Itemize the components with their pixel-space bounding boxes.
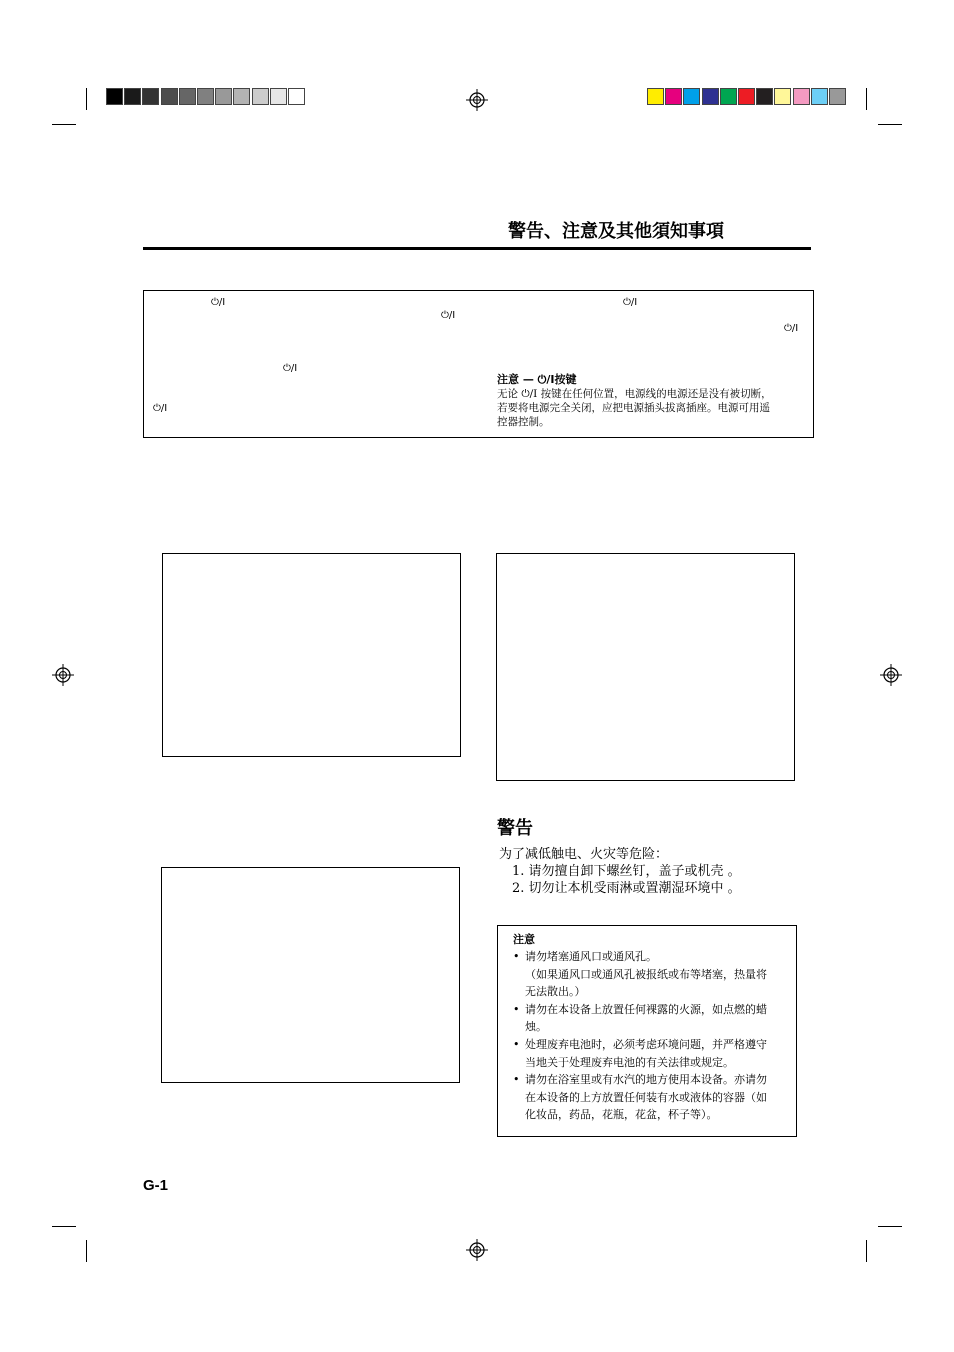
crop-mark — [86, 1240, 87, 1262]
crop-mark — [866, 1240, 867, 1262]
label-frame — [161, 867, 460, 1083]
gray-swatch — [215, 88, 232, 105]
crop-mark — [866, 88, 867, 110]
color-swatch — [683, 88, 700, 105]
gray-swatch — [161, 88, 178, 105]
power-caution-text — [497, 387, 772, 429]
page-title: 警告、注意及其他須知事項 — [508, 221, 724, 242]
color-swatch — [793, 88, 810, 105]
power-caution-heading: 注意 — ⏻/I按键 — [497, 373, 577, 386]
warning-intro: 为了减低触电、火灾等危险： — [499, 847, 669, 862]
caution-heading: 注意 — [513, 933, 535, 946]
caution-line: 当地关于处理废弃电池的有关法律或规定。 — [525, 1055, 734, 1069]
bullet-marker: • — [513, 950, 520, 963]
caution-line: 在本设备的上方放置任何装有水或液体的容器（如 — [525, 1090, 767, 1104]
power-symbol: ⏻/I — [441, 310, 456, 321]
power-caution-line: 无论 ⏻/I 按键在任何位置，电源线的电源还是没有被切断， — [497, 388, 772, 400]
label-frame — [496, 553, 795, 781]
gray-swatch — [106, 88, 123, 105]
gray-swatch — [252, 88, 269, 105]
crop-mark — [878, 124, 902, 125]
page-number: G-1 — [143, 1177, 169, 1194]
crop-mark — [52, 1226, 76, 1227]
caution-line: 烛。 — [525, 1020, 547, 1034]
gray-swatch — [124, 88, 141, 105]
color-swatch — [756, 88, 773, 105]
color-swatch — [665, 88, 682, 105]
gray-swatch — [142, 88, 159, 105]
color-swatch — [738, 88, 755, 105]
crop-mark — [52, 124, 76, 125]
power-symbol: ⏻/I — [153, 403, 168, 414]
caution-line: 化妆品，药品，花瓶，花盆，杯子等）。 — [525, 1108, 718, 1122]
power-caution-line: 控器控制。 — [497, 416, 550, 428]
crop-mark — [878, 1226, 902, 1227]
gray-swatch — [197, 88, 214, 105]
caution-line: （如果通风口或通风孔被报纸或布等堵塞，热量将 — [525, 967, 767, 981]
warning-item: 2. 切勿让本机受雨淋或置潮湿环境中 。 — [512, 881, 741, 896]
label-frame — [162, 553, 461, 757]
crop-mark — [86, 88, 87, 110]
bullet-marker: • — [513, 1038, 520, 1051]
power-symbol: ⏻/I — [784, 323, 799, 334]
bullet-marker: • — [513, 1002, 520, 1016]
power-caution-line: 若要将电源完全关闭，应把电源插头拔离插座。电源可用遥 — [497, 402, 770, 414]
caution-line: 处理废弃电池时，必须考虑环境问题，并严格遵守 — [525, 1038, 767, 1051]
color-swatch — [647, 88, 664, 105]
color-swatch — [702, 88, 719, 105]
caution-line: 请勿堵塞通风口或通风孔。 — [525, 950, 657, 963]
power-symbol: ⏻/I — [623, 297, 638, 308]
caution-line: 请勿在本设备上放置任何裸露的火源，如点燃的蜡 — [525, 1002, 767, 1016]
color-swatch — [811, 88, 828, 105]
bullet-marker: • — [513, 1073, 520, 1087]
gray-swatch — [179, 88, 196, 105]
warning-item: 1. 请勿擅自卸下螺丝钉，盖子或机壳 。 — [512, 864, 741, 879]
color-swatch — [720, 88, 737, 105]
power-symbol: ⏻/I — [211, 297, 226, 308]
gray-swatch — [288, 88, 305, 105]
registration-mark-icon — [880, 664, 902, 686]
caution-line: 请勿在浴室里或有水汽的地方使用本设备。亦请勿 — [525, 1073, 767, 1087]
caution-line: 无法散出。） — [525, 985, 586, 999]
gray-swatch — [270, 88, 287, 105]
power-symbol: ⏻/I — [283, 363, 298, 374]
registration-mark-icon — [466, 1239, 488, 1261]
registration-mark-icon — [466, 89, 488, 111]
registration-mark-icon — [52, 664, 74, 686]
title-rule — [143, 247, 811, 250]
gray-swatch — [233, 88, 250, 105]
color-swatch — [829, 88, 846, 105]
warning-heading: 警告 — [497, 818, 533, 839]
color-swatch — [774, 88, 791, 105]
